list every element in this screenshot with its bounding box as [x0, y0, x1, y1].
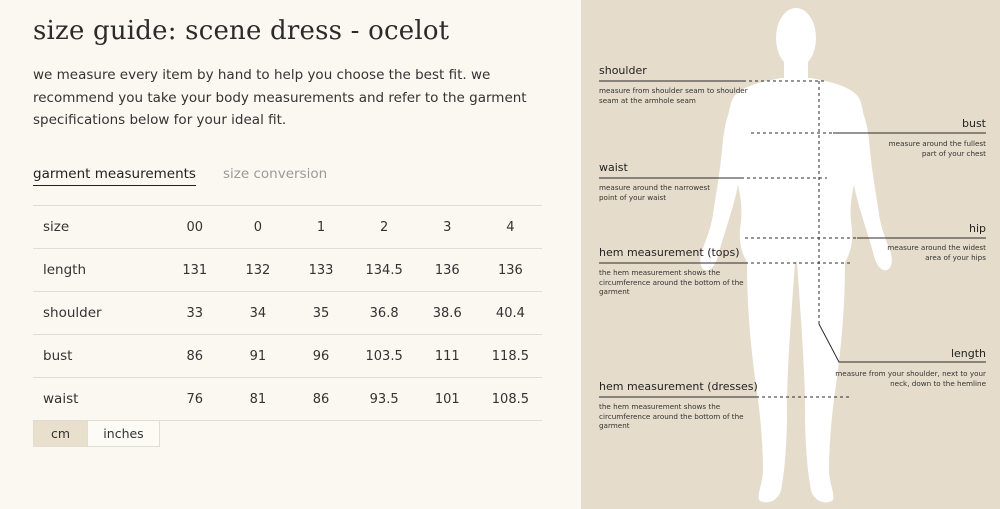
table-row [33, 378, 542, 421]
row-label: bust [43, 348, 73, 364]
tab-garment-measurements[interactable]: garment measurements [33, 166, 196, 186]
table-cell: 86 [312, 391, 330, 407]
size-cell: 2 [379, 219, 389, 235]
table-cell: 131 [182, 262, 208, 278]
size-cell: 00 [186, 219, 204, 235]
table-cell: 40.4 [495, 305, 525, 321]
size-header-label: size [43, 219, 70, 235]
page-title: size guide: scene dress - ocelot [33, 16, 450, 46]
table-cell: 81 [249, 391, 267, 407]
tab-size-conversion[interactable]: size conversion [223, 166, 328, 182]
shoulder-description: measure from shoulder seam to shoulder seam at the armhole seam [599, 86, 748, 105]
bust-label: bust [962, 117, 986, 130]
table-header-row [33, 206, 542, 249]
table-cell: 118.5 [491, 348, 529, 364]
length-description: measure from your shoulder, next to your neck, down to the hemline [835, 369, 986, 388]
table-cell: 91 [249, 348, 267, 364]
table-cell: 76 [186, 391, 204, 407]
table-cell: 35 [312, 305, 330, 321]
unit-cm-button[interactable]: cm [34, 421, 87, 446]
table-cell: 108.5 [491, 391, 529, 407]
table-row [33, 335, 542, 378]
unit-toggle [33, 420, 160, 447]
table-cell: 86 [186, 348, 204, 364]
hem-tops-label: hem measurement (tops) [599, 246, 740, 259]
waist-label: waist [599, 161, 628, 174]
size-cell: 1 [316, 219, 326, 235]
size-cell: 3 [443, 219, 452, 235]
table-cell: 134.5 [365, 262, 403, 278]
table-row [33, 292, 542, 335]
table-cell: 38.6 [432, 305, 462, 321]
hem-dresses-description: the hem measurement shows the circumference around the bottom of the garment [599, 402, 744, 430]
shoulder-label: shoulder [599, 64, 647, 77]
table-cell: 111 [434, 348, 460, 364]
table-cell: 133 [308, 262, 334, 278]
hem-dresses-label: hem measurement (dresses) [599, 380, 758, 393]
table-cell: 103.5 [365, 348, 403, 364]
table-cell: 36.8 [369, 305, 399, 321]
row-label: waist [43, 391, 79, 407]
table-cell: 136 [497, 262, 523, 278]
hip-label: hip [968, 222, 986, 235]
length-label: length [950, 347, 986, 360]
intro-text: we measure every item by hand to help you choose the best fit. we recommend you take your body measurements and refer to the garment specifications below for your ideal fit. [33, 67, 527, 128]
table-cell: 93.5 [369, 391, 399, 407]
measurement-diagram-panel [581, 0, 1000, 509]
table-cell: 34 [249, 305, 267, 321]
row-label: length [43, 262, 87, 278]
row-label: shoulder [43, 305, 102, 321]
bust-description: measure around the fullest part of your chest [888, 139, 986, 158]
size-cell: 0 [253, 219, 263, 235]
waist-description: measure around the narrowest point of your waist [599, 183, 711, 202]
table-row [33, 249, 542, 292]
table-cell: 101 [434, 391, 460, 407]
garment-measurements-table [33, 205, 542, 421]
unit-inches-button[interactable]: inches [87, 421, 159, 446]
hem-tops-description: the hem measurement shows the circumference around the bottom of the garment [599, 268, 744, 296]
size-cell: 4 [506, 219, 515, 235]
table-cell: 96 [312, 348, 330, 364]
table-cell: 132 [245, 262, 271, 278]
table-cell: 33 [186, 305, 204, 321]
table-cell: 136 [434, 262, 460, 278]
hip-description: measure around the widest area of your hips [887, 243, 986, 262]
